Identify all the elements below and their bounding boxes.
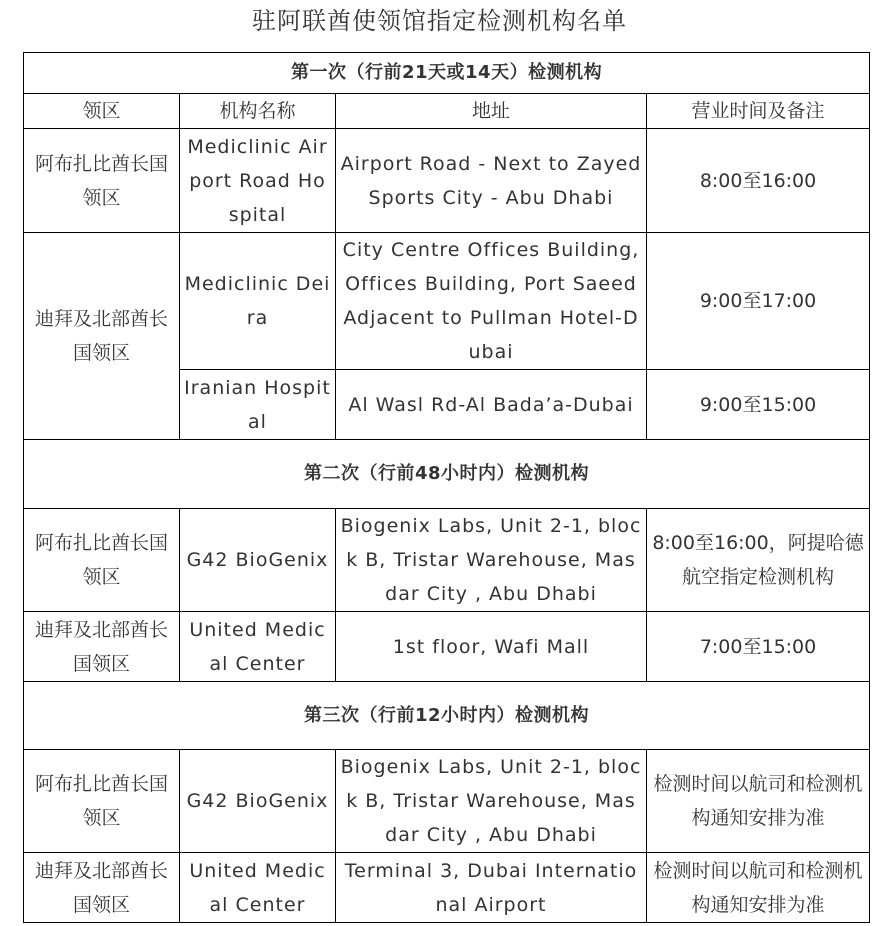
page-title: 驻阿联酋使领馆指定检测机构名单 [252, 7, 627, 35]
institution-cell: Iranian Hospital [180, 370, 336, 440]
region-cell: 迪拜及北部酋长国领区 [24, 612, 180, 682]
table-row [24, 233, 870, 370]
column-header-address: 地址 [336, 94, 647, 129]
hours-cell: 9:00至17:00 [647, 233, 870, 370]
address-cell: City Centre Offices Building, Offices Building, Port Saeed Adjacent to Pullman Hotel-Dubai [336, 233, 647, 370]
section-title: 第二次（行前48小时内）检测机构 [24, 440, 870, 509]
column-header-institution: 机构名称 [180, 94, 336, 129]
region-cell: 迪拜及北部酋长国领区 [24, 233, 180, 440]
institution-cell: Mediclinic Airport Road Hospital [180, 129, 336, 233]
region-cell: 阿布扎比酋长国领区 [24, 750, 180, 853]
table-row [24, 509, 870, 612]
region-cell: 阿布扎比酋长国领区 [24, 509, 180, 612]
testing-institutions-table [23, 52, 870, 923]
hours-cell: 9:00至15:00 [647, 370, 870, 440]
address-cell: Al Wasl Rd-Al Bada’a-Dubai [336, 370, 647, 440]
section-header [24, 682, 870, 750]
section-header [24, 440, 870, 509]
hours-cell: 检测时间以航司和检测机构通知安排为准 [647, 853, 870, 923]
address-cell: Biogenix Labs, Unit 2-1, block B, Tristar Warehouse, Masdar City , Abu Dhabi [336, 750, 647, 853]
address-cell: Biogenix Labs, Unit 2-1, block B, Tristar Warehouse, Masdar City , Abu Dhabi [336, 509, 647, 612]
institution-cell: Mediclinic Deira [180, 233, 336, 370]
institution-cell: United Medical Center [180, 853, 336, 923]
column-header-region: 领区 [24, 94, 180, 129]
section-header [24, 53, 870, 94]
table-row [24, 129, 870, 233]
column-header-row [24, 94, 870, 129]
section-title: 第一次（行前21天或14天）检测机构 [24, 53, 870, 94]
address-cell: Terminal 3, Dubai International Airport [336, 853, 647, 923]
hours-cell: 8:00至16:00，阿提哈德航空指定检测机构 [647, 509, 870, 612]
address-cell: 1st floor, Wafi Mall [336, 612, 647, 682]
hours-cell: 8:00至16:00 [647, 129, 870, 233]
institution-cell: G42 BioGenix [180, 750, 336, 853]
institution-cell: United Medical Center [180, 612, 336, 682]
table-row [24, 612, 870, 682]
institution-cell: G42 BioGenix [180, 509, 336, 612]
region-cell: 迪拜及北部酋长国领区 [24, 853, 180, 923]
address-cell: Airport Road - Next to Zayed Sports City - Abu Dhabi [336, 129, 647, 233]
section-title: 第三次（行前12小时内）检测机构 [24, 682, 870, 750]
column-header-hours: 营业时间及备注 [647, 94, 870, 129]
table-row [24, 750, 870, 853]
hours-cell: 检测时间以航司和检测机构通知安排为准 [647, 750, 870, 853]
table-row [24, 853, 870, 923]
region-cell: 阿布扎比酋长国领区 [24, 129, 180, 233]
hours-cell: 7:00至15:00 [647, 612, 870, 682]
